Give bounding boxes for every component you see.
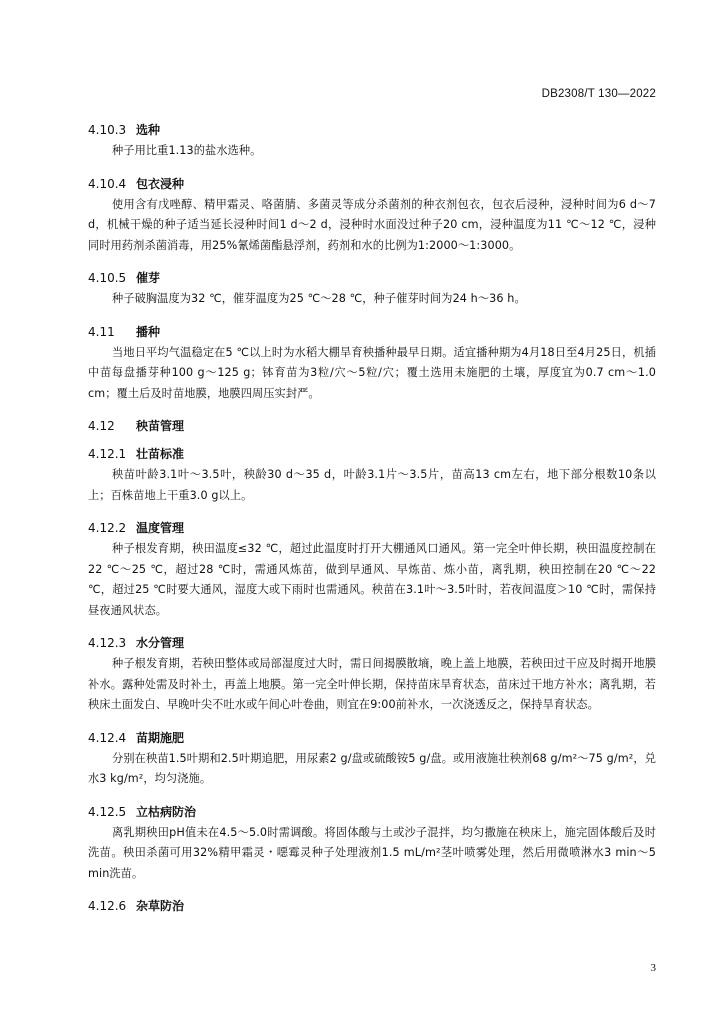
section-number: 4.12 [88,419,115,433]
section-heading [88,518,656,539]
section-paragraph: 秧苗叶龄3.1叶～3.5叶，秧龄30 d～35 d，叶龄3.1片～3.5片，苗高13 cm左右，地下部分根数10条以上；百株苗地上干重3.0 g以上。 [88,468,656,502]
section-title: 包衣浸种 [136,176,185,191]
section-title: 温度管理 [136,521,185,535]
section-heading [88,444,656,465]
document-body [88,120,656,917]
section-heading [88,633,656,654]
section-title: 杂草防治 [136,899,185,913]
section-heading [88,120,656,141]
section-paragraph: 种子用比重1.13的盐水选种。 [112,144,262,157]
section-title: 选种 [136,123,161,137]
section-heading [88,896,656,917]
section-number: 4.12.2 [88,521,127,535]
section-heading [88,728,656,749]
section-paragraph: 分别在秧苗1.5叶期和2.5叶期追肥，用尿素2 g/盘或硫酸铵5 g/盘。或用液施壮秧剂68 g/m²～75 g/m²，兑水3 kg/m²，均匀浇施。 [88,751,656,785]
section-number: 4.12.5 [88,804,127,819]
section-title: 苗期施肥 [136,730,185,745]
section-title: 催芽 [136,271,161,285]
section-heading [88,322,656,343]
page-number: 3 [650,962,656,974]
section-number: 4.12.1 [88,447,127,461]
section-number: 4.10.3 [88,123,127,137]
section-paragraph: 使用含有戊唑醇、精甲霜灵、咯菌腈、多菌灵等成分杀菌剂的种衣剂包衣，包衣后浸种，浸种时间为6 d～7 d，机械干燥的种子适当延长浸种时间1 d～2 d，浸种时水面没过种子20 cm，浸种温度为11 ℃～12 ℃，浸种同时用药剂杀菌消毒，用25%氰烯菌酯悬浮剂，药剂和水的比例为1:2000～1:3000。 [88,197,656,252]
section-paragraph: 离乳期秧田pH值未在4.5～5.0时需调酸。将固体酸与土或沙子混拌，均匀撒施在秧床上，施完固体酸后及时洗苗。秧田杀菌可用32%精甲霜灵・噁霉灵种子处理液剂1.5 mL/m²茎叶喷雾处理，然后用微喷淋水3 min～5 min洗苗。 [88,825,656,880]
section-heading [88,802,656,823]
section-number: 4.10.4 [88,176,127,191]
section-title: 播种 [136,324,161,339]
section-heading [88,174,656,195]
section-title: 秧苗管理 [136,419,185,433]
section-heading [88,416,656,437]
section-paragraph: 种子根发育期，若秧田整体或局部湿度过大时，需日间揭膜散墒，晚上盖上地膜，若秧田过干应及时揭开地膜补水。露种处需及时补土，再盖上地膜。第一完全叶伸长期，保持苗床旱育状态，苗床过干地方补水；离乳期，若秧床土面发白、早晚叶尖不吐水或午间心叶卷曲，则宜在9:00前补水，一次浇透反之，保持旱育状态。 [88,657,656,711]
section-paragraph: 种子破胸温度为32 ℃，催芽温度为25 ℃～28 ℃，种子催芽时间为24 h～36 h。 [112,292,526,305]
section-title: 壮苗标准 [136,447,185,461]
section-title: 立枯病防治 [136,804,197,819]
section-number: 4.12.3 [88,636,127,650]
section-number: 4.10.5 [88,271,127,285]
section-title: 水分管理 [136,636,185,650]
section-heading [88,268,656,289]
section-number: 4.12.6 [88,899,127,913]
section-paragraph: 当地日平均气温稳定在5 ℃以上时为水稻大棚旱育秧播种最早日期。适宜播种期为4月18日至4月25日，机插中苗每盘播芽种100 g～125 g；钵育苗为3粒/穴～5粒/穴；覆土选用未施肥的土壤，厚度宜为0.7 cm～1.0 cm；覆土后及时苗地膜，地膜四周压实封严。 [88,345,656,400]
document-code: DB2308/T 130—2022 [541,88,656,100]
section-paragraph: 种子根发育期，秧田温度≤32 ℃，超过此温度时打开大棚通风口通风。第一完全叶伸长期，秧田温度控制在22 ℃～25 ℃，超过28 ℃时，需通风炼苗，做到早通风、早炼苗、炼小苗，离乳期，秧田控制在20 ℃～22 ℃，超过25 ℃时要大通风，湿度大或下雨时也需通风。秧苗在3.1叶～3.5叶时，若夜间温度＞10 ℃时，需保持昼夜通风状态。 [88,542,656,617]
section-number: 4.11 [88,324,115,339]
section-number: 4.12.4 [88,730,127,745]
